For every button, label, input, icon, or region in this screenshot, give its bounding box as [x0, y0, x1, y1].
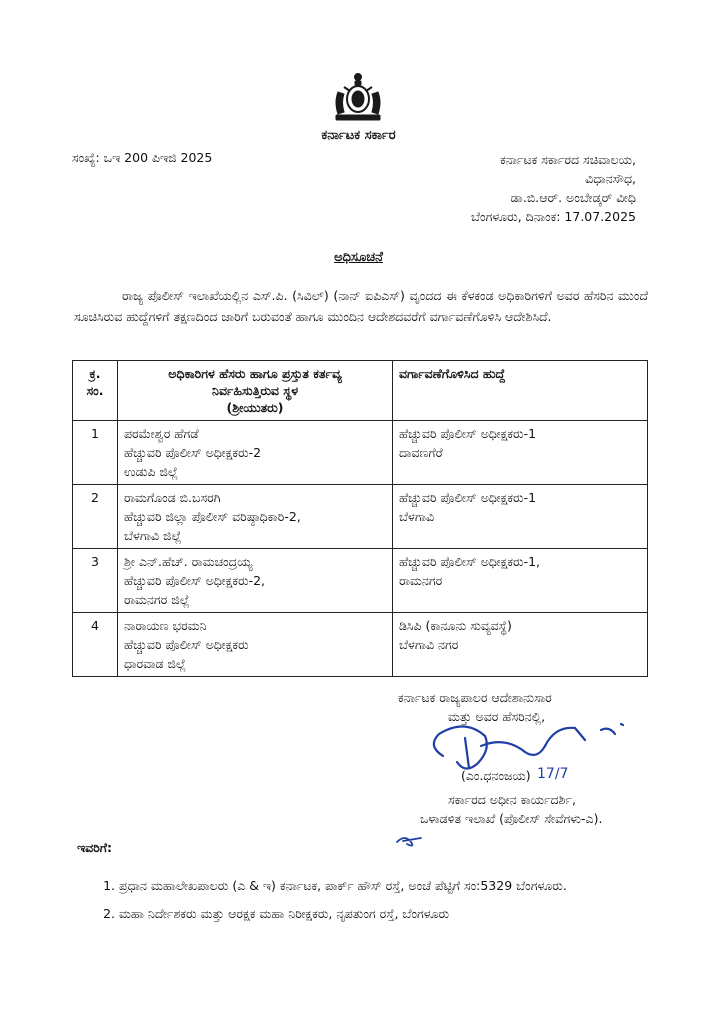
officer-cell — [118, 613, 393, 677]
header-posting — [393, 361, 648, 421]
table-row — [73, 549, 648, 613]
officer-current-place: ಬೆಳಗಾವಿ ಜಿಲ್ಲೆ — [124, 528, 182, 543]
serial-no-cell: 4 — [73, 613, 118, 677]
header-text: ನಿರ್ವಹಿಸುತ್ತಿರುವ ಸ್ಥಳ — [212, 383, 298, 398]
officer-current-place: ಉಡುಪಿ ಜಿಲ್ಲೆ — [124, 464, 178, 479]
office-address — [436, 150, 636, 226]
recipients-label: ಇವರಿಗೆ: — [77, 840, 113, 855]
posting-cell — [393, 613, 648, 677]
signer-name: (ಎಂ.ಧನಂಜಯ) — [461, 768, 531, 783]
address-line: ವಿಧಾನಸೌಧ, — [585, 171, 636, 186]
officer-current-post: ಹೆಚ್ಚುವರಿ ಪೊಲೀಸ್ ಅಧೀಕ್ಷಕರು — [124, 637, 249, 652]
officer-name: ಶ್ರೀ ಎನ್.ಹೆಚ್. ರಾಮಚಂದ್ರಯ್ಯ — [124, 554, 253, 569]
serial-no-cell: 1 — [73, 421, 118, 485]
officer-cell — [118, 421, 393, 485]
officer-cell — [118, 549, 393, 613]
officer-current-place: ಧಾರವಾಡ ಜಿಲ್ಲೆ — [124, 656, 186, 671]
posting-post: ಹೆಚ್ಚುವರಿ ಪೊಲೀಸ್ ಅಧೀಕ್ಷಕರು-1, — [399, 554, 541, 569]
government-name: ಕರ್ನಾಟಕ ಸರ್ಕಾರ — [321, 128, 396, 143]
posting-place: ಬೆಳಗಾವಿ — [399, 509, 435, 524]
officer-name: ರಾಮಗೊಂಡ ಬಿ.ಬಸರಗಿ — [124, 490, 221, 505]
table-row — [73, 485, 648, 549]
designation-line: ಸರ್ಕಾರದ ಅಧೀನ ಕಾರ್ಯದರ್ಶಿ, — [448, 792, 576, 807]
notification-title: ಅಧಿಸೂಚನೆ — [334, 250, 383, 265]
recipients-list — [74, 876, 709, 932]
posting-place: ದಾವಣಗೆರೆ — [399, 445, 443, 460]
initial-mark-icon — [395, 832, 425, 850]
posting-post: ಹೆಚ್ಚುವರಿ ಪೊಲೀಸ್ ಅಧೀಕ್ಷಕರು-1 — [399, 490, 537, 505]
header-text: ಸಂ. — [86, 383, 104, 398]
signature-date: 17/7 — [537, 766, 569, 782]
posting-cell — [393, 485, 648, 549]
officer-current-post: ಹೆಚ್ಚುವರಿ ಪೊಲೀಸ್ ಅಧೀಕ್ಷಕರು-2, — [124, 573, 266, 588]
table-header-row — [73, 361, 648, 421]
table-row — [73, 421, 648, 485]
officer-current-post: ಹೆಚ್ಚುವರಿ ಜಿಲ್ಲಾ ಪೊಲೀಸ್ ವರಿಷ್ಠಾಧಿಕಾರಿ-2, — [124, 509, 301, 524]
address-date-line: ಬೆಂಗಳೂರು, ದಿನಾಂಕ: 17.07.2025 — [471, 209, 636, 224]
posting-place: ರಾಮನಗರ — [399, 573, 443, 588]
header-serial-no — [73, 361, 118, 421]
list-item: 1. ಪ್ರಧಾನ ಮಹಾಲೇಖಪಾಲರು (ಎ & ಇ) ಕರ್ನಾಟಕ, ಪಾರ್ಕ್ ಹೌಸ್ ರಸ್ತೆ, ಅಂಚೆ ಪೆಟ್ಟಿಗೆ ಸಂ:5329 ಬೆಂಗಳೂರು. — [119, 876, 709, 895]
state-emblem-icon — [330, 72, 386, 124]
serial-no-cell: 3 — [73, 549, 118, 613]
officer-current-post: ಹೆಚ್ಚುವರಿ ಪೊಲೀಸ್ ಅಧೀಕ್ಷಕರು-2 — [124, 445, 262, 460]
header-text: ಅಧಿಕಾರಿಗಳ ಹೆಸರು ಹಾಗೂ ಪ್ರಸ್ತುತ ಕರ್ತವ್ಯ — [168, 366, 342, 381]
header-text: ಕ್ರ. — [89, 366, 101, 381]
header-text: (ಶ್ರೀಯುತರು) — [226, 400, 284, 415]
address-line: ಕರ್ನಾಟಕ ಸರ್ಕಾರದ ಸಚಿವಾಲಯ, — [500, 152, 636, 167]
handwritten-signature-icon — [425, 716, 655, 786]
officer-name: ಪರಮೇಶ್ವರ ಹೆಗಡೆ — [124, 426, 199, 441]
posting-place: ಬೆಳಗಾವಿ ನಗರ — [399, 637, 459, 652]
posting-cell — [393, 549, 648, 613]
address-line: ಡಾ.ಬಿ.ಆರ್. ಅಂಬೇಡ್ಕರ್ ವೀಧಿ — [510, 190, 636, 205]
transfer-table — [72, 360, 648, 677]
designation-line: ಒಳಾಡಳಿತ ಇಲಾಖೆ (ಪೊಲೀಸ್ ಸೇವೆಗಳು-ಎ). — [420, 811, 603, 826]
header-text: ವರ್ಗಾವಣೆಗೊಳಿಸಿದ ಹುದ್ದೆ — [399, 366, 506, 381]
list-item: 2. ಮಹಾ ನಿರ್ದೇಶಕರು ಮತ್ತು ಆರಕ್ಷಕ ಮಹಾ ನಿರೀಕ್ಷಕರು, ನೃಪತುಂಗ ರಸ್ತೆ, ಬೆಂಗಳೂರು — [119, 904, 709, 923]
officer-name: ನಾರಾಯಣ ಭರಮನಿ — [124, 618, 207, 633]
officer-cell — [118, 485, 393, 549]
reference-number: ಸಂಖ್ಯೆ: ಒಇ 200 ಪಿಇಜಿ 2025 — [72, 150, 213, 165]
authority-line: ಮತ್ತು ಅವರ ಹೆಸರಿನಲ್ಲಿ, — [448, 709, 546, 724]
signer-designation — [420, 790, 602, 828]
posting-post: ಹೆಚ್ಚುವರಿ ಪೊಲೀಸ್ ಅಧೀಕ್ಷಕರು-1 — [399, 426, 537, 441]
header-officer — [118, 361, 393, 421]
serial-no-cell: 2 — [73, 485, 118, 549]
officer-current-place: ರಾಮನಗರ ಜಿಲ್ಲೆ — [124, 592, 190, 607]
table-row — [73, 613, 648, 677]
authority-line: ಕರ್ನಾಟಕ ರಾಜ್ಯಪಾಲರ ಆದೇಶಾನುಸಾರ — [398, 690, 552, 705]
notification-body: ರಾಜ್ಯ ಪೊಲೀಸ್ ಇಲಾಖೆಯಲ್ಲಿನ ಎಸ್.ಪಿ. (ಸಿವಿಲ್) (ನಾನ್ ಐಪಿಎಸ್) ವೃಂದದ ಈ ಕೆಳಕಂಡ ಅಧಿಕಾರಿಗಳಿಗೆ ಅವರ ಹೆಸರಿನ ಮುಂದೆ ಸೂಚಿಸಿರುವ ಹುದ್ದೆಗಳಿಗೆ ತಕ್ಷಣದಿಂದ ಜಾರಿಗೆ ಬರುವಂತೆ ಹಾಗೂ ಮುಂದಿನ ಆದೇಶದವರೆಗೆ ವರ್ಗಾವಣೆಗೊಳಿಸಿ ಆದೇಶಿಸಿದೆ. — [74, 288, 648, 324]
posting-post: ಡಿಸಿಪಿ (ಕಾನೂನು ಸುವ್ಯವಸ್ಥೆ) — [399, 618, 512, 633]
posting-cell — [393, 421, 648, 485]
